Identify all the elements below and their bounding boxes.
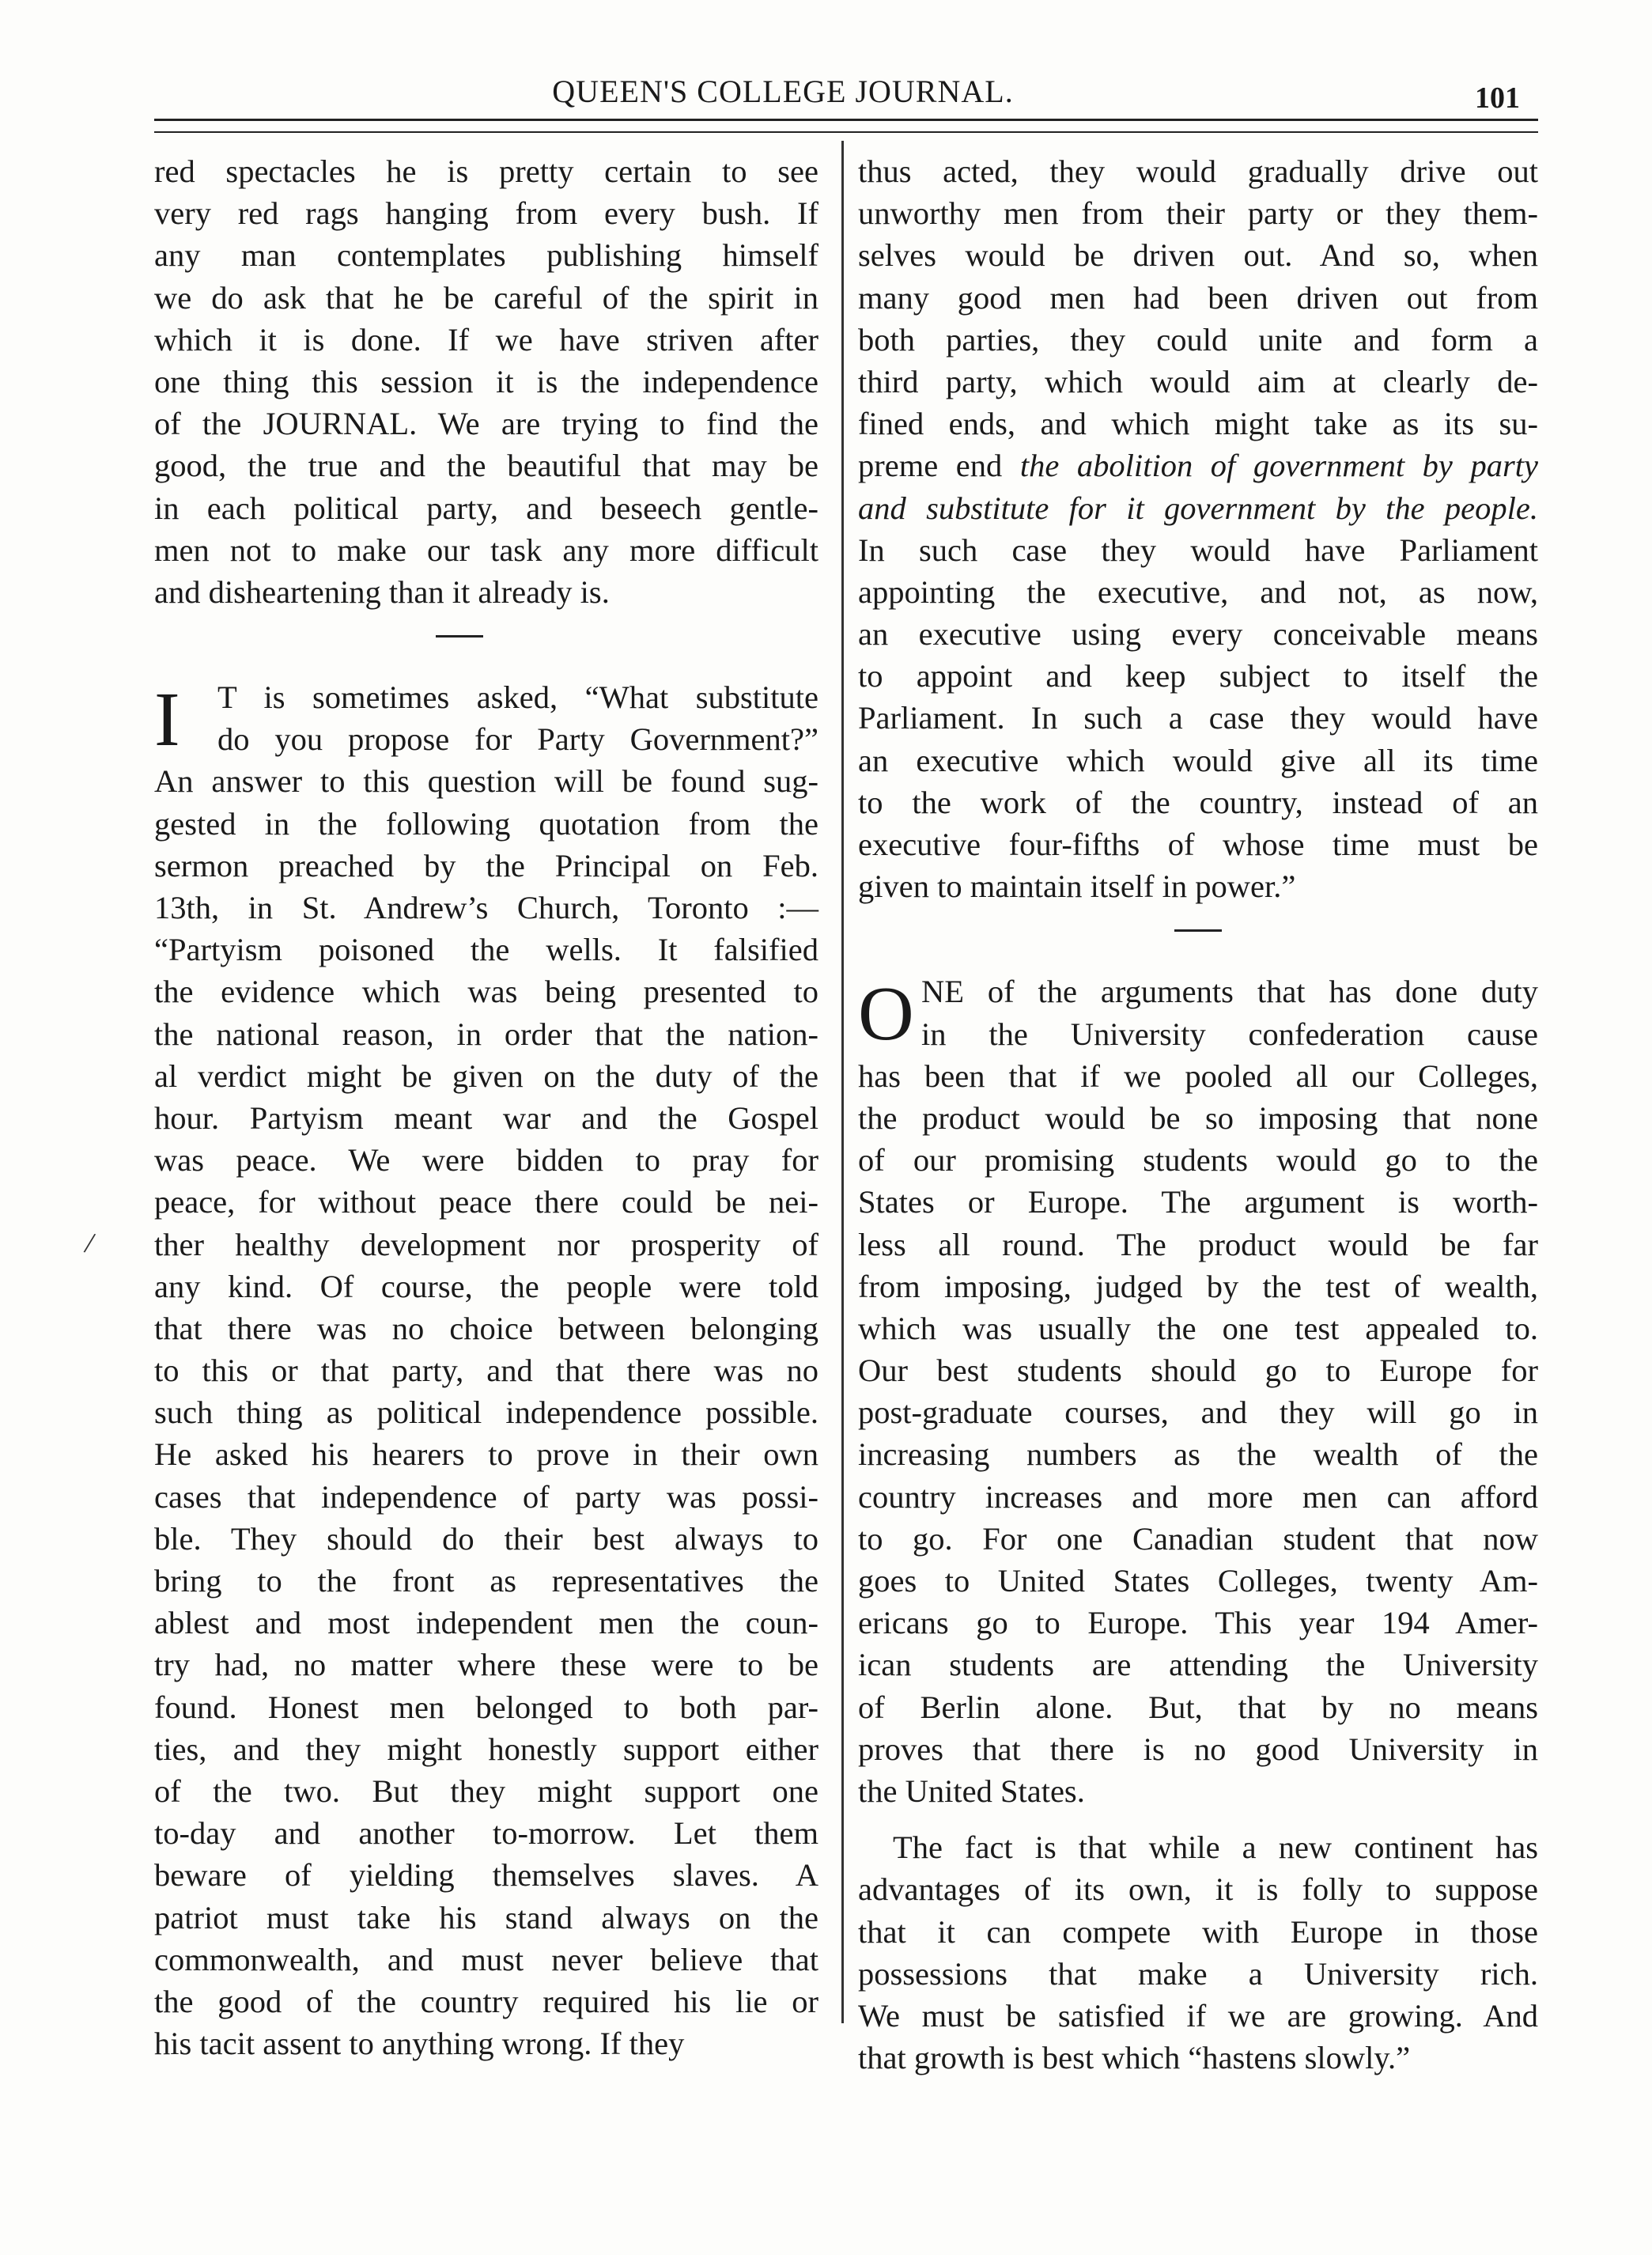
text-line: cases that independence of party was possi- <box>154 1478 818 1515</box>
text-line: selves would be driven out. And so, when <box>858 237 1538 274</box>
text-line: ties, and they might honestly support either <box>154 1731 818 1767</box>
text-line: to the work of the country, instead of an <box>858 784 1538 820</box>
text-line: post-graduate courses, and they will go in <box>858 1394 1538 1431</box>
text-line: to-day and another to-morrow. Let them <box>154 1815 818 1852</box>
text-line: to appoint and keep subject to itself the <box>858 658 1538 694</box>
text-line: sermon preached by the Principal on Feb. <box>154 847 818 883</box>
text-line: unworthy men from their party or they them- <box>858 195 1538 232</box>
text-line: States or Europe. The argument is worth- <box>858 1184 1538 1220</box>
text-line: fined ends, and which might take as its su- <box>858 406 1538 442</box>
text-line: an executive using every conceivable means <box>858 616 1538 653</box>
text-line: any man contemplates publishing himself <box>154 237 818 274</box>
text-line: that it can compete with Europe in those <box>858 1913 1538 1950</box>
text-line: the good of the country required his lie or <box>154 1983 818 2019</box>
left-paragraph-1 <box>154 150 818 613</box>
section-separator <box>858 907 1538 970</box>
text-line: third party, which would aim at clearly de- <box>858 363 1538 399</box>
text-line: ble. They should do their best always to <box>154 1520 818 1557</box>
text-line: to go. For one Canadian student that now <box>858 1520 1538 1557</box>
header-rule-bottom <box>154 131 1538 133</box>
text-line: the product would be so imposing that none <box>858 1099 1538 1136</box>
text-line: Parliament. In such a case they would have <box>858 700 1538 736</box>
text-line: to this or that party, and that there was no <box>154 1353 818 1389</box>
text-line: An answer to this question will be found sug- <box>154 763 818 800</box>
text-line: possessions that make a University rich. <box>858 1955 1538 1992</box>
right-column <box>858 150 1538 2079</box>
text-line: the national reason, in order that the nation- <box>154 1016 818 1052</box>
text-line: In such case they would have Parliament <box>858 532 1538 568</box>
text-line: The fact is that while a new continent has <box>893 1829 1538 1866</box>
text-line: both parties, they could unite and form a <box>858 321 1538 358</box>
text-line: of the JOURNAL. We are trying to find the <box>154 406 818 442</box>
text-line: from imposing, judged by the test of wealth, <box>858 1268 1538 1304</box>
italic-phrase: and substitute for it government by the people. <box>858 490 1538 526</box>
text-line <box>858 487 1538 529</box>
right-paragraph-1a-lines <box>858 150 1538 445</box>
text-line: good, the true and the beautiful that may be <box>154 448 818 484</box>
text-line: has been that if we pooled all our Colleges, <box>858 1058 1538 1094</box>
text-line: bring to the front as representatives the <box>154 1563 818 1599</box>
margin-pencil-mark: / <box>81 1226 97 1261</box>
right-paragraph-2-lines <box>858 970 1538 1812</box>
text-line: hour. Partyism meant war and the Gospel <box>154 1099 818 1136</box>
text-line: red spectacles he is pretty certain to see <box>154 153 818 189</box>
left-column <box>154 150 818 2064</box>
text-line: ican students are attending the University <box>858 1647 1538 1683</box>
text-line: commonwealth, and must never believe that <box>154 1941 818 1977</box>
text-line: given to maintain itself in power.” <box>858 868 1296 905</box>
text-line: men not to make our task any more difficult <box>154 532 818 568</box>
right-paragraph-1 <box>858 150 1538 907</box>
page-number: 101 <box>1475 81 1520 115</box>
header-rule-top <box>154 119 1538 121</box>
text-line: we do ask that he be careful of the spirit in <box>154 279 818 316</box>
right-paragraph-1b-lines <box>858 529 1538 908</box>
text-line: proves that there is no good University in <box>858 1731 1538 1767</box>
text-line: NE of the arguments that has done duty <box>921 974 1538 1010</box>
text-line: of Berlin alone. But, that by no means <box>858 1689 1538 1725</box>
text-line: al verdict might be given on the duty of the <box>154 1058 818 1094</box>
section-separator <box>154 613 818 676</box>
text-line: any kind. Of course, the people were told <box>154 1268 818 1304</box>
text-line: thus acted, they would gradually drive out <box>858 153 1538 189</box>
text-line: try had, no matter where these were to be <box>154 1647 818 1683</box>
right-paragraph-3 <box>858 1826 1538 2079</box>
text-line: patriot must take his stand always on the <box>154 1899 818 1935</box>
drop-cap-letter: I <box>154 677 180 763</box>
text-line: ther healthy development nor prosperity of <box>154 1226 818 1262</box>
text-line: He asked his hearers to prove in their own <box>154 1436 818 1473</box>
text-line: goes to United States Colleges, twenty Am- <box>858 1563 1538 1599</box>
text-line: Our best students should go to Europe for <box>858 1353 1538 1389</box>
text-line: was peace. We were bidden to pray for <box>154 1142 818 1179</box>
text-line: T is sometimes asked, “What substitute <box>217 679 818 716</box>
text-line: his tacit assent to anything wrong. If they <box>154 2026 685 2062</box>
text-line: appointing the executive, and not, as now, <box>858 573 1538 610</box>
text-line: found. Honest men belonged to both par- <box>154 1689 818 1725</box>
text-line: country increases and more men can afford <box>858 1478 1538 1515</box>
text-line: very red rags hanging from every bush. If <box>154 195 818 232</box>
text-line: of our promising students would go to the <box>858 1142 1538 1179</box>
text-line: such thing as political independence possible. <box>154 1394 818 1431</box>
text-line: which it is done. If we have striven after <box>154 321 818 358</box>
text-line: the evidence which was being presented to <box>154 974 818 1010</box>
text-line: beware of yielding themselves slaves. A <box>154 1857 818 1894</box>
text-line: an executive which would give all its time <box>858 742 1538 778</box>
text-line: 13th, in St. Andrew’s Church, Toronto :— <box>154 890 818 925</box>
text-line: of the two. But they might support one <box>154 1773 818 1809</box>
text-line: in the University confederation cause <box>921 1016 1538 1052</box>
text-line: and disheartening than it already is. <box>154 573 610 610</box>
text-line: ablest and most independent men the coun- <box>154 1605 818 1641</box>
text-line: advantages of its own, it is folly to suppose <box>858 1871 1538 1908</box>
text-line: do you propose for Party Government?” <box>217 721 818 758</box>
text-line: ericans go to Europe. This year 194 Amer- <box>858 1605 1538 1641</box>
text-line: the United States. <box>858 1773 1085 1809</box>
text-line: executive four-fifths of whose time must be <box>858 827 1538 862</box>
journal-title: QUEEN'S COLLEGE JOURNAL. <box>552 74 1014 109</box>
text-line: that there was no choice between belonging <box>154 1310 818 1346</box>
text-line: that growth is best which “hastens slowly.” <box>858 2040 1411 2076</box>
text-line: less all round. The product would be far <box>858 1226 1538 1262</box>
text-line: increasing numbers as the wealth of the <box>858 1436 1538 1473</box>
text-line: one thing this session it is the independence <box>154 363 818 399</box>
column-divider <box>841 141 844 2023</box>
left-paragraph-2-lines <box>154 676 818 2064</box>
text-line: gested in the following quotation from the <box>154 805 818 842</box>
text-line: in each political party, and beseech gentle- <box>154 490 818 526</box>
left-paragraph-2 <box>154 676 818 2064</box>
right-paragraph-2 <box>858 970 1538 1812</box>
text-line: “Partyism poisoned the wells. It falsified <box>154 932 818 968</box>
text-line: many good men had been driven out from <box>858 279 1538 316</box>
text-line: which was usually the one test appealed to. <box>858 1310 1538 1346</box>
italic-phrase: the abolition of government by party <box>1019 448 1538 484</box>
text-line: preme end the abolition of government by party <box>858 448 1538 484</box>
drop-cap-letter: O <box>858 971 914 1058</box>
text-line: We must be satisfied if we are growing. And <box>858 1997 1538 2034</box>
text-line: peace, for without peace there could be nei- <box>154 1184 818 1220</box>
